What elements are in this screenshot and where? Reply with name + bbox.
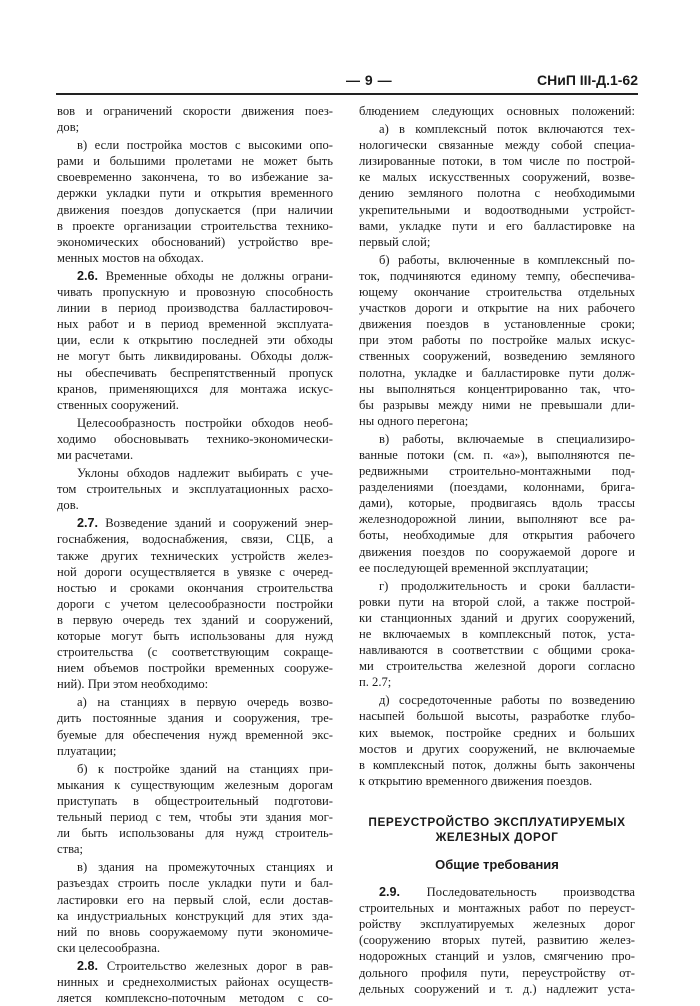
- text-line: нием объемов постройки временных сооруже-: [57, 661, 333, 676]
- text-line: Уклоны обходов надлежит выбирать с уче-: [77, 466, 333, 481]
- text-line: разделениями (поездами, колоннами, брига-: [359, 480, 635, 495]
- text-line: ми строительства железной дороги согласно: [359, 659, 635, 674]
- text-line: ких выемок, постройке средних и больших: [359, 725, 635, 740]
- text-line: г) продолжительность и сроки балласти-: [379, 578, 635, 593]
- text-line: ластировки его на первый слой, если достав-: [57, 892, 333, 907]
- text-line: при этом работы по постройке малых искус-: [359, 333, 635, 348]
- text-line: рами и большими пролетами не может быть: [57, 154, 333, 169]
- text-line: приступать в общестроительный подготови-: [57, 793, 333, 808]
- text-line: движения поездов по сооружаемой дороге и: [359, 544, 635, 559]
- text-line: нодорожных станций и узлов, смягчению про-: [359, 949, 635, 964]
- text-line: [359, 884, 635, 900]
- text-line: а) на станциях в первую очередь возво-: [77, 695, 333, 710]
- section-title: [359, 815, 635, 845]
- text-line: ны выполняться концентрированно так, что-: [359, 381, 635, 396]
- text-line: ний по вновь сооружаемому пути экономиче-: [57, 924, 333, 939]
- text-line: в проекте организации строительства технико-: [57, 218, 333, 233]
- page-number: — 9 —: [346, 72, 393, 88]
- section-title-line-1: ПЕРЕУСТРОЙСТВО ЭКСПЛУАТИРУЕМЫХ: [368, 814, 626, 829]
- text-line: не могут быть ликвидированы. Обходы долж-: [57, 349, 333, 364]
- text-line: ции, если к открытию последней эти обходы: [57, 333, 333, 348]
- document-code: СНиП III-Д.1-62: [537, 72, 638, 88]
- text-line: которые могут быть использованы для нужд: [57, 629, 333, 643]
- text-line: (сооружению вторых путей, развитию желез-: [359, 933, 635, 948]
- text-line: строительства (с соответствующим сокраще-: [57, 645, 333, 660]
- text-line: участков дороги и открытие на них рабочего: [359, 301, 635, 316]
- text-line: железнодорожной линии, выполняют все ра-: [359, 512, 635, 527]
- text-line: чивать пропускную и провозную способность: [57, 285, 333, 300]
- text-line: дельных сооружений и т. д.) надлежит уста-: [359, 981, 635, 996]
- subsection-title: Общие требования: [435, 856, 559, 872]
- text-line: ски целесообразна.: [57, 940, 161, 955]
- text-line: насыпей большой высоты, разработке глубо-: [359, 709, 635, 724]
- text-line: дению земляного полотна с необходимыми: [359, 186, 635, 201]
- text-line: ми расчетами.: [57, 447, 134, 462]
- text-line: экономических обоснований) устройство вре-: [57, 234, 333, 249]
- text-line: дов;: [57, 120, 80, 135]
- text-line: вов и ограничений скорости движения поез-: [57, 104, 333, 118]
- text-line: не включаемых в комплексный поток, уста-: [359, 627, 635, 641]
- text-line: навливаются в соответствии с общими срока-: [359, 643, 635, 658]
- text-line: движения поездов в установленные сроки;: [359, 317, 635, 332]
- text-line: ка индустриальных конструкций для этих зда-: [57, 908, 333, 923]
- text-line: в) здания на промежуточных станциях и: [77, 860, 333, 875]
- text-line: дов.: [57, 498, 79, 513]
- text-line: полотна, укладке и балластировке пути долж-: [359, 365, 635, 380]
- text-line: б) работы, включенные в комплексный по-: [379, 252, 635, 267]
- text-line: в) если постройка мостов с высокими опо-: [77, 138, 333, 153]
- text-line: в) работы, включаемые в специализиро-: [379, 431, 635, 446]
- header-rule: [56, 93, 638, 95]
- text-line: разъездах строить после укладки пути и бал-: [57, 876, 333, 891]
- text-line: ственных сооружений.: [57, 397, 179, 412]
- text-line: плуатации;: [57, 743, 117, 758]
- page-header: [56, 72, 638, 92]
- clause-number: 2.7.: [77, 516, 99, 531]
- text-line: ки станционных зданий и других сооружений,: [359, 610, 635, 625]
- text-line: дольного профиля пути, переустройству от-: [359, 965, 635, 980]
- text-line: ний). При этом необходимо:: [57, 677, 209, 692]
- text-line: дить постоянные здания и сооружения, тре-: [57, 711, 333, 726]
- right-column-body-bottom: [359, 884, 635, 997]
- text-line: редвижными строительно-монтажными под-: [359, 464, 635, 479]
- text-line: первый слой;: [359, 234, 431, 249]
- text-line: тельный период с тем, чтобы эти здания мог-: [57, 810, 333, 825]
- text-line: лизированные потоки, в том числе по построй-: [359, 154, 635, 169]
- text-line: ройству эксплуатируемых железных дорог: [359, 917, 635, 932]
- right-column-body-top: [359, 103, 635, 789]
- right-column: [359, 103, 635, 997]
- text-line: вами, укладке пути и его балластировке на: [359, 218, 635, 233]
- text-line: ке малых искусственных сооружений, возве-: [359, 170, 635, 185]
- clause-text: Последовательность производства: [400, 885, 635, 900]
- clause-number: 2.9.: [379, 885, 401, 900]
- text-line: кранов, применяющихся для монтажа искус-: [57, 381, 333, 396]
- text-line: строительных и монтажных работ по переуст-: [359, 901, 635, 916]
- text-line: ее последующей временной эксплуатации;: [359, 560, 589, 575]
- text-line: менных мостов на обходах.: [57, 250, 204, 265]
- text-line: блюдением следующих основных положений:: [359, 104, 635, 118]
- left-column: [57, 103, 333, 1006]
- text-line: буемые для обеспечения нужд временной экс-: [57, 727, 333, 742]
- text-line: линии в период производства балластировоч-: [57, 301, 333, 316]
- text-line: том строительных и эксплуатационных расхо-: [57, 482, 333, 497]
- text-line: в комплексный поток, должны быть закончены: [359, 757, 635, 772]
- text-line: [57, 958, 333, 974]
- text-line: д) сосредоточенные работы по возведению: [379, 693, 635, 708]
- text-line: ственных сооружений, возведению земляного: [359, 349, 635, 364]
- text-line: ровки пути на второй слой, а также построй-: [359, 594, 635, 609]
- clause-text: Строительство железных дорог в рав-: [98, 958, 333, 973]
- text-line: нинных и среднехолмистых районах осуществ-: [57, 974, 333, 989]
- text-line: в первую очередь тех зданий и сооружений,: [57, 612, 333, 627]
- text-line: движения поездов допускается (при наличии: [57, 202, 333, 217]
- text-line: Целесообразность постройки обходов необ-: [77, 415, 333, 430]
- text-line: [57, 515, 333, 531]
- text-line: ностью и сроками окончания строительства: [57, 580, 333, 595]
- text-line: ток, подчиняются единому темпу, обеспечива-: [359, 268, 635, 283]
- text-line: укрепительными и водоотводными устройст-: [359, 202, 635, 217]
- text-line: ляется комплексно-поточным методом с со-: [57, 991, 333, 1006]
- text-line: ющему окончание строительства отдельных: [359, 285, 635, 300]
- text-line: госнабжения, водоснабжения, связи, СЦБ, а: [57, 532, 333, 547]
- text-line: ства;: [57, 842, 83, 857]
- clause-text: Возведение зданий и сооружений энер-: [98, 516, 333, 531]
- clause-text: Временные обходы не должны ограни-: [98, 268, 333, 283]
- clause-number: 2.6.: [77, 268, 99, 283]
- clause-number: 2.8.: [77, 958, 99, 973]
- text-line: п. 2.7;: [359, 675, 392, 690]
- text-line: своевременно закончена, то во избежание за-: [57, 170, 333, 185]
- text-line: мыкания к существующим железным дорогам: [57, 777, 333, 792]
- text-line: дороги с учетом целесообразности постройки: [57, 596, 333, 611]
- text-line: к открытию временного движения поездов.: [359, 773, 593, 788]
- text-line: держки укладки пути и открытия временного: [57, 186, 333, 201]
- text-line: нологически связанные между собой специа-: [359, 138, 635, 153]
- text-line: ли быть использованы для нужд строитель-: [57, 826, 333, 841]
- text-line: [57, 268, 333, 284]
- text-line: ходимо обосновывать технико-экономически-: [57, 431, 333, 446]
- text-line: мостов и других сооружений, не включаемые: [359, 741, 635, 756]
- text-line: б) к постройке зданий на станциях при-: [77, 761, 333, 776]
- section-title-line-2: ЖЕЛЕЗНЫХ ДОРОГ: [435, 829, 559, 844]
- text-line: а) в комплексный поток включаются тех-: [379, 122, 635, 137]
- text-line: боты, необходимые для открытия рабочего: [359, 528, 635, 543]
- text-line: бы разрывы между ними не превышали дли-: [359, 397, 635, 412]
- text-line: ны обеспечивать беспрепятственный пропуск: [57, 365, 333, 380]
- text-line: дами), которые, продвигаясь вдоль трассы: [359, 496, 635, 511]
- text-line: ной дороги осуществляется в увязке с очеред-: [57, 564, 333, 579]
- text-line: ванные потоки (см. п. «а»), выполняются пе-: [359, 447, 635, 462]
- text-line: ных работ и в период временной эксплуата-: [57, 317, 333, 332]
- text-line: ны одного перегона;: [359, 413, 469, 428]
- text-line: также других технических устройств желез-: [57, 548, 333, 563]
